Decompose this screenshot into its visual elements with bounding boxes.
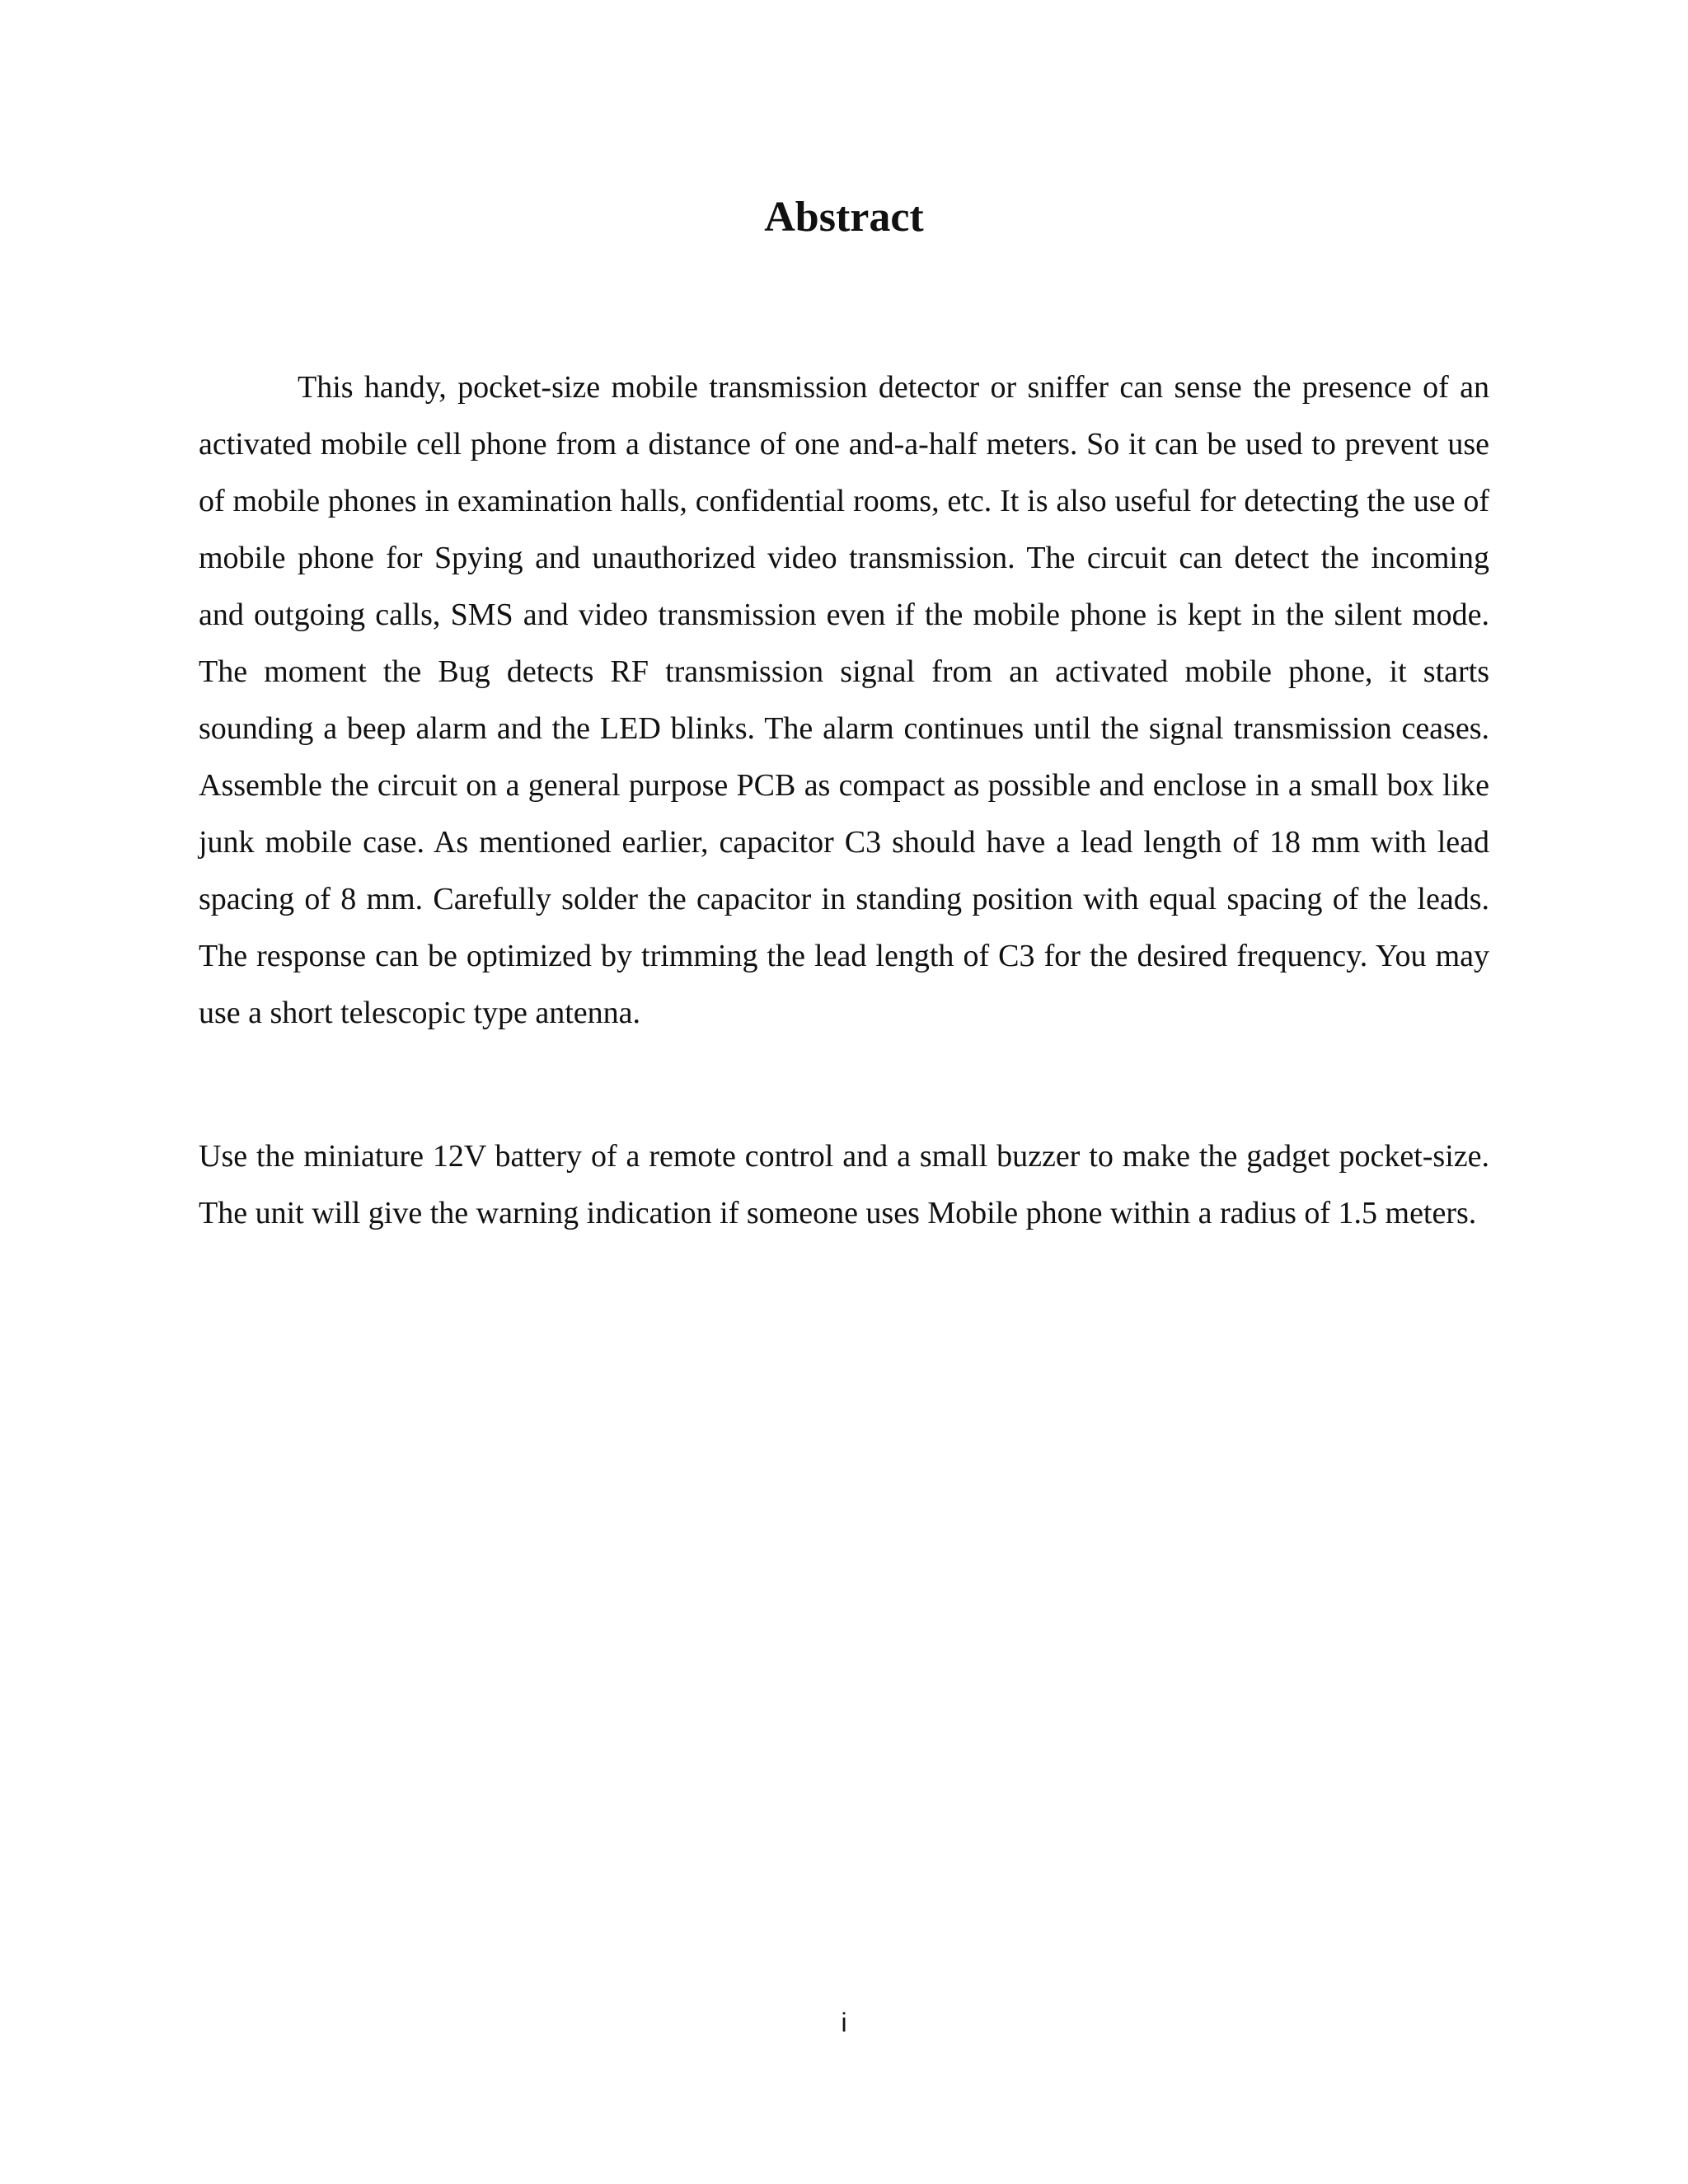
abstract-paragraph-1: This handy, pocket-size mobile transmission detector or sniffer can sense the presence of an activated mobile cell phone from a distance of one and-a-half meters. So it can be used to prevent use of mobile phones in examination halls, confidential rooms, etc. It is also useful for detecting the use of mobile phone for Spying and unauthorized video transmission. The circuit can detect the incoming and outgoing calls, SMS and video transmission even if the mobile phone is kept in the silent mode. The moment the Bug detects RF transmission signal from an activated mobile phone, it starts sounding a beep alarm and the LED blinks. The alarm continues until the signal transmission ceases. Assemble the circuit on a general purpose PCB as compact as possible and enclose in a small box like junk mobile case. As mentioned earlier, capacitor C3 should have a lead length of 18 mm with lead spacing of 8 mm. Carefully solder the capacitor in standing position with equal spacing of the leads. The response can be optimized by trimming the lead length of C3 for the desired frequency. You may use a short telescopic type antenna. bbox=[199, 370, 1489, 1030]
abstract-paragraph-2: Use the miniature 12V battery of a remote control and a small buzzer to make the gadget pocket-size. The unit will give the warning indication if someone uses Mobile phone within a radius of 1.5 meters. bbox=[199, 1139, 1489, 1230]
page-number: i bbox=[841, 2008, 847, 2037]
page-title: Abstract bbox=[764, 194, 924, 241]
